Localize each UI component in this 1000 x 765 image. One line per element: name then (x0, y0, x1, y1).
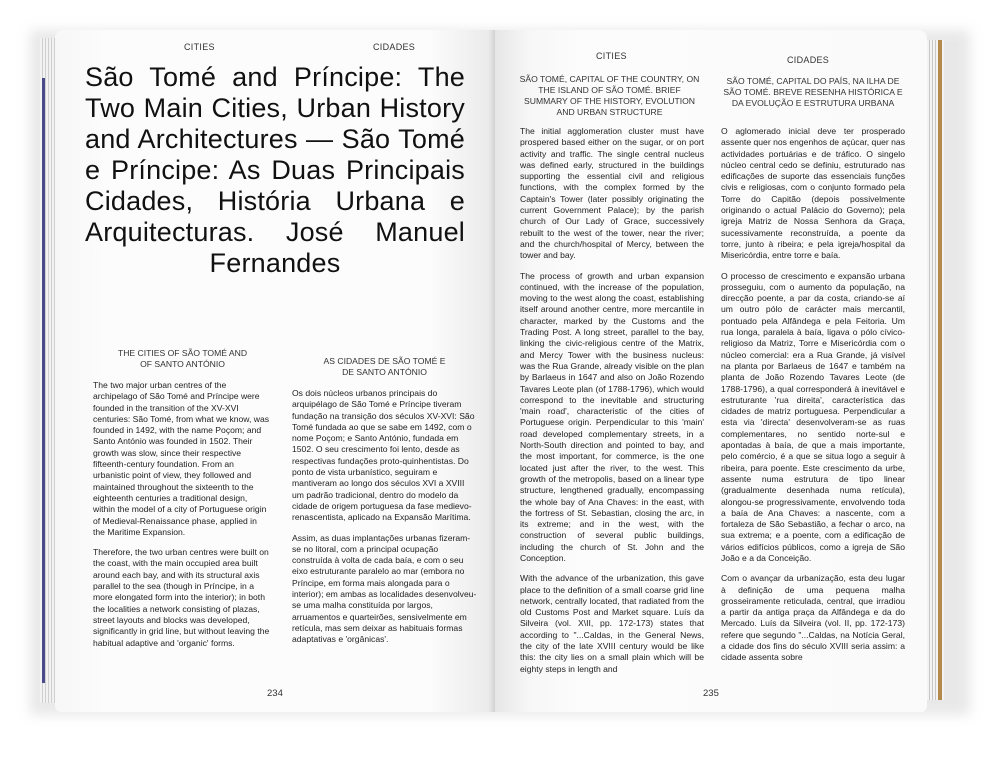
running-head-en: CITIES (596, 51, 627, 61)
paragraph: Os dois núcleos urbanos principais do arquipélago de São Tomé e Príncipe tiveram fundação na transição dos séculos XV-XVI: São Tomé fundada ao que se sabe em 1492, com o nome Poçom; e Santo António, fundada em 1502. O seu crescimento foi lento, desde as respectivas fundações proto-quinhentistas. Do ponto de vista urbanístico, seguiram e mantiveram ao longo dos séculos XVI a XVIII um padrão tradicional, dentro do modelo da cidade de origem portuguesa da fase medievo-renascentista, aplicado na Expansão Marítima. (292, 388, 475, 523)
page-number: 235 (703, 688, 719, 699)
running-head-en: CITIES (184, 42, 215, 52)
right-page (495, 30, 927, 712)
paragraph: With the advance of the urbanization, this gave place to the definition of a small coarse grid line network, centrally located, that radiated from the old Customs Post and Market square. Luís da Silveira (vol. X\II, pp. 172-173) states that according to "...Caldas, in the General News, the city of the late XVIII century would be like this: the city lies on a small plain which will be eighty steps in length and (520, 573, 704, 674)
body-column-pt (721, 126, 905, 673)
page-number: 234 (267, 688, 283, 699)
body-column-pt (292, 388, 477, 655)
paragraph: Assim, as duas implantações urbanas fizeram-se no litoral, com a principal ocupação construída à volta de cada baía, e com o seu eixo estruturante paralelo ao mar (embora no Príncipe, em forma mais alongada para o interior); em ambas as localidades desenvolveu-se uma malha constituída por largos, arruamentos e quarteirões, sensivelmente em retícula, mas sem deixar as habituais formas adaptativas e 'orgânicas'. (292, 532, 477, 645)
paragraph: O aglomerado inicial deve ter prosperado assente quer nos engenhos de açúcar, quer nas actividades portuárias e de tráfico. O singelo núcleo central cedo se definiu, estruturado nas edificações de suporte das essenciais funções civis e religiosas, com o conjunto formado pela Torre do Capitão (depois possivelmente originando o actual Palácio do Governo); pela igreja Matriz de Nossa Senhora da Graça, sucessivamente reconstruída, a poente da torre, junto à ribeira; e pela igreja/hospital da Misericórdia, entre torre e baía. (721, 126, 905, 261)
paragraph: Therefore, the two urban centres were built on the coast, with the main occupied area built around each bay, and with its structural axis parallel to the sea (though in Príncipe, in a more elongated form into the interior); in both the localities a network consisting of plazas, street layouts and blocks was developed, significantly in grid line, but without leaving the habitual adaptive and 'organic' forms. (93, 547, 270, 648)
paragraph: O processo de crescimento e expansão urbana prosseguiu, com o aumento da população, na direcção poente, a par da costa, criando-se aí um outro pólo de carácter mais mercantil, pontuado pela Alfândega e pela Feitoria. Um rua longa, paralela à baía, ligava o pólo cívico-religioso da Matriz, Torre e Misericórdia com o núcleo comercial: era a Rua Grande, já visível na planta por Barlaeus de 1647 e também na planta de João Rozendo Tavares Leote (de 1788-1796), a qual corresponderá à inevitável e estruturante 'rua direita', característica das cidades de matriz portuguesa. Perpendicular a esta via 'directa' desenvolveram-se as ruas complementares, no sentido norte-sul e apontadas à baía, de que a mais importante, pelo comércio, é a que se situa logo a seguir à ribeira, para poente. Este crescimento da urbe, assente numa estrutura de tipo linear (gradualmente desenhada numa retícula), alongou-se progressivamente, envolvendo toda a baía de Ana Chaves: a nascente, com a fortaleza de São Sebastião, a fechar o arco, na sua extrema; e a poente, com a edificação de vários edifícios públicos, como a igreja de São João e a da Conceição. (721, 270, 905, 563)
section-heading-en: THE CITIES OF SÃO TOMÉ AND OF SANTO ANTÓNIO (117, 348, 248, 369)
running-head-pt: CIDADES (787, 55, 830, 65)
section-heading-en: SÃO TOMÉ, CAPITAL OF THE COUNTRY, ON THE ISLAND OF SÃO TOMÉ. BRIEF SUMMARY OF THE HISTORY, EVOLUTION AND URBAN STRUCTURE (519, 74, 700, 117)
paragraph: Com o avançar da urbanização, esta deu lugar à definição de uma pequena malha grosseiramente reticulada, central, que irradiou a partir da antiga praça da Alfândega e da do Mercado. Luís da Silveira (vol. II, pp. 172-173) refere que segundo "...Caldas, na Notícia Geral, a cidade dos fins do século XVIII seria assim: a cidade assenta sobre (721, 573, 905, 663)
right-edge-accent (938, 40, 942, 700)
section-heading-pt: AS CIDADES DE SÃO TOMÉ E DE SANTO ANTÓNIO (323, 356, 446, 377)
page-title: São Tomé and Príncipe: The Two Main Cities, Urban History and Architectures — São Tomé e Príncipe: As Duas Principais Cidades, História Urbana e Arquitecturas. José Manuel Fernandes (85, 62, 465, 278)
paragraph: The process of growth and urban expansion continued, with the increase of the population, moving to the west along the coast, establishing itself around another centre, more mercantile in character, marked by the Customs and the Trading Post. A long street, parallel to the bay, linking the civic-religious centre of the Matrix, and Mercy Tower with the business nucleus: was the Rua Grande, already visible on the plan by Barlaeus in 1647 and also on João Rozendo Tavares Leote plan (of 1788-1796), which would correspond to the inevitable and structuring 'main road', characteristic of the cities of Portuguese origin. Perpendicular to this 'main' road developed complementary streets, in a North-South direction and pointed to bay, and the most important, for commerce, is the one located just after the river, to the west. This growth of the metropolis, based on a linear type structure, lengthened gradually, encompassing the whole bay of Ana Chaves: in the east, with the fortress of St. Sebastian, closing the arc, in its extreme; and in the west, with the construction of several public buildings, including the church of St. John and the Conception. (520, 270, 704, 563)
body-column-en (520, 126, 704, 684)
section-heading-pt: SÃO TOMÉ, CAPITAL DO PAÍS, NA ILHA DE SÃO TOMÉ. BREVE RESENHA HISTÓRICA E DA EVOLUÇÃO E ESTRUTURA URBANA (723, 76, 903, 108)
paragraph: The initial agglomeration cluster must have prospered based either on the sugar, or on port activity and traffic. The single central nucleus was defined early, structured in the buildings supporting the essential civil and religious functions, with the complex formed by the Captain's Tower (later possibly originating the current Government Palace); by the parish church of Our Lady of Grace, successively rebuilt to the west of the tower, near the river; and the church/hospital of Mercy, between the tower and bay. (520, 126, 704, 261)
body-column-en (93, 380, 271, 658)
left-page (55, 30, 495, 712)
paragraph: The two major urban centres of the archipelago of São Tomé and Príncipe were founded in the transition of the XV-XVI centuries: São Tomé, from what we know, was founded in 1492, with the name Poçom; and Santo António was founded in 1502. Their growth was slow, since their respective fifteenth-century foundation. From an urbanistic point of view, they followed and maintained throughout the sixteenth to the eighteenth centuries a traditional design, within the model of a city of Portuguese origin of Medieval-Renaissance phase, applied in the Maritime Expansion. (93, 380, 270, 537)
running-head-pt: CIDADES (373, 42, 416, 52)
left-edge-accent (42, 78, 45, 683)
